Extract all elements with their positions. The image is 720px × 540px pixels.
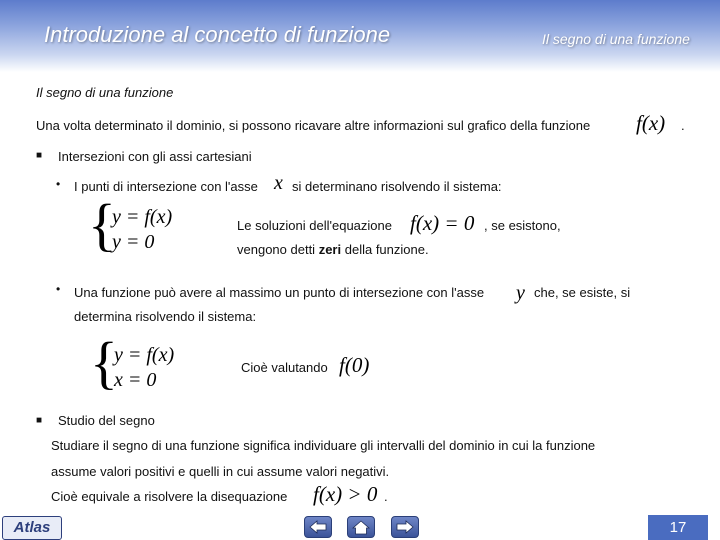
intro-end: .: [681, 118, 685, 133]
sign-study-line1: Studiare il segno di una funzione significa individuare gli intervalli del dominio in cui la funzione: [51, 438, 596, 453]
inequality-end: .: [384, 489, 388, 504]
bullet1-title: Intersezioni con gli assi cartesiani: [58, 149, 252, 164]
system1-line1: y = f(x): [112, 206, 173, 228]
solutions-text-post: , se esistono,: [484, 218, 561, 233]
system2-line1: y = f(x): [114, 344, 175, 366]
sub2-text-pre: Una funzione può avere al massimo un punto di intersezione con l'asse: [74, 285, 485, 300]
forward-arrow-icon: [396, 520, 414, 534]
dot-bullet-icon: •: [56, 282, 61, 296]
slide-heading: Il segno di una funzione: [36, 85, 174, 100]
forward-button[interactable]: [391, 516, 419, 538]
cioe-label: Cioè valutando: [241, 360, 328, 375]
sign-study-line2: assume valori positivi e quelli in cui assume valori negativi.: [51, 464, 390, 479]
system2-line2: x = 0: [114, 369, 157, 391]
sub2-text-post: che, se esiste, si: [534, 285, 631, 300]
solutions-text: Le soluzioni dell'equazione: [237, 218, 392, 233]
sub1-text-pre: I punti di intersezione con l'asse: [74, 179, 258, 194]
section-title: Il segno di una funzione: [542, 31, 690, 47]
back-button[interactable]: [304, 516, 332, 538]
zeri-text: vengono detti zeri della funzione.: [237, 242, 429, 257]
system-brace: {: [90, 330, 118, 395]
sub1-text-post: si determinano risolvendo il sistema:: [292, 179, 502, 194]
sub2-line2: determina risolvendo il sistema:: [74, 309, 257, 324]
square-bullet-icon: ■: [36, 415, 43, 426]
back-arrow-icon: [309, 520, 327, 534]
intro-text: Una volta determinato il dominio, si possono ricavare altre informazioni sul grafico della funzione: [36, 118, 591, 133]
home-icon: [352, 520, 370, 535]
sign-study-line3: Cioè equivale a risolvere la disequazione: [51, 489, 288, 504]
presentation-title: Introduzione al concetto di funzione: [44, 22, 391, 47]
atlas-logo: Atlas: [2, 516, 62, 540]
bullet2-title: Studio del segno: [58, 413, 155, 428]
home-button[interactable]: [347, 516, 375, 538]
intro-formula: f(x): [636, 111, 666, 135]
inequality-formula: f(x) > 0: [313, 482, 378, 506]
f-zero-formula: f(0): [339, 353, 370, 377]
system1-line2: y = 0: [112, 231, 155, 253]
zero-equation: f(x) = 0: [410, 211, 475, 235]
square-bullet-icon: ■: [36, 150, 43, 161]
dot-bullet-icon: •: [56, 177, 61, 191]
sub1-var: x: [274, 172, 283, 194]
sub2-var: y: [516, 282, 525, 304]
system-brace: {: [88, 192, 116, 257]
page-number: 17: [648, 515, 708, 540]
